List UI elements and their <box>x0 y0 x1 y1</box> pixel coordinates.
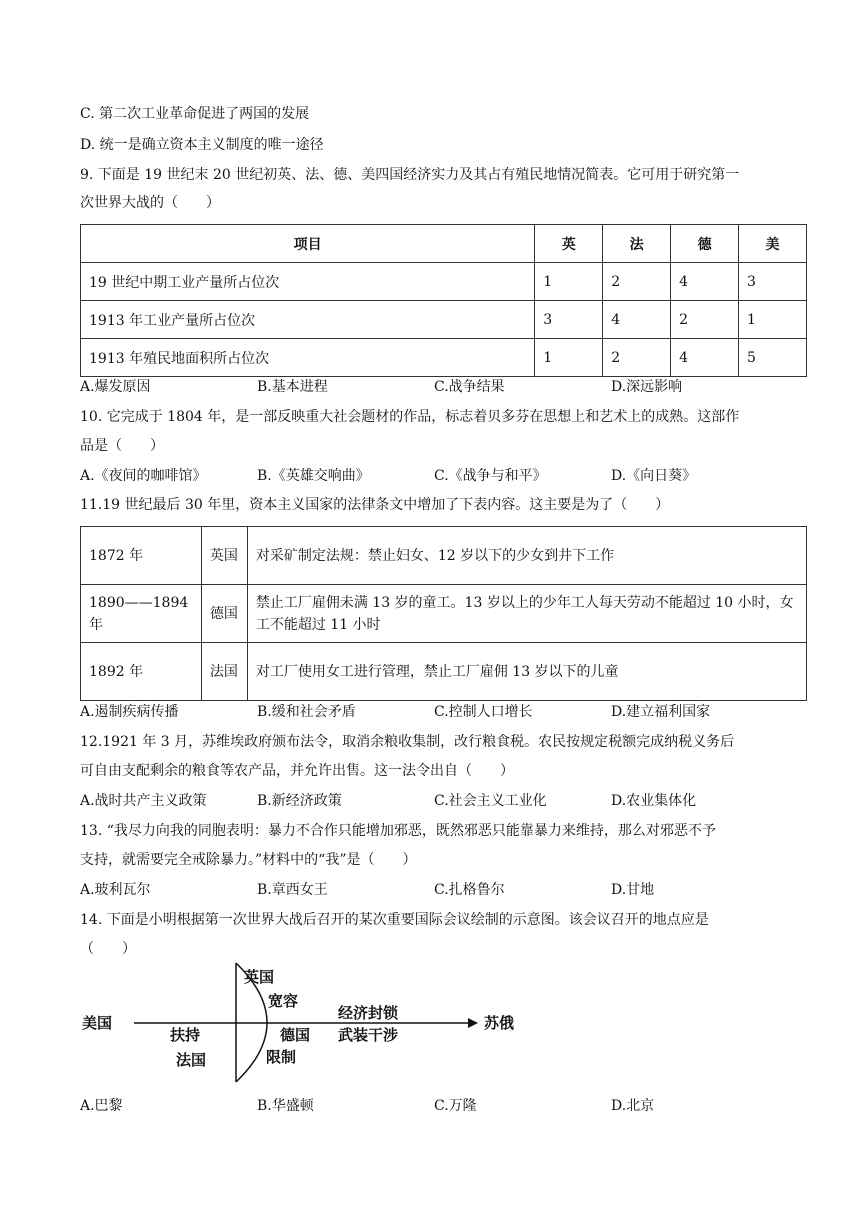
question-11: 11.19 世纪最后 30 年里，资本主义国家的法律条文中增加了下表内容。这主要是为了（ ） <box>80 497 670 513</box>
label-soviet-russia: 苏俄 <box>484 1014 515 1032</box>
question-10-cont: 品是（ ） <box>80 438 164 454</box>
label-usa: 美国 <box>82 1014 113 1032</box>
col-header: 英 <box>535 225 603 263</box>
cell-country: 德国 <box>201 585 247 643</box>
table-row <box>81 301 807 339</box>
cell-year: 1890——1894 年 <box>81 585 202 643</box>
option-a[interactable]: A.战时共产主义政策 <box>80 793 207 809</box>
label-econ-blockade: 经济封锁 <box>338 1004 399 1022</box>
label-france: 法国 <box>176 1051 207 1069</box>
cell-year: 1872 年 <box>81 527 202 585</box>
cell: 1913 年工业产量所占位次 <box>81 301 535 339</box>
question-9: 9. 下面是 19 世纪末 20 世纪初英、法、德、美四国经济实力及其占有殖民地情况简表。它可用于研究第一 <box>80 167 740 183</box>
col-header: 项目 <box>81 225 535 263</box>
option-b[interactable]: B.《英雄交响曲》 <box>257 468 370 484</box>
table-q11 <box>80 526 807 701</box>
cell-content: 禁止工厂雇佣未满 13 岁的童工。13 岁以上的少年工人每天劳动不能超过 10 小时，女工不能超过 11 小时 <box>247 585 806 643</box>
option-b[interactable]: B.华盛顿 <box>257 1098 314 1114</box>
option-d[interactable]: D.北京 <box>611 1098 655 1114</box>
cell: 2 <box>603 339 671 377</box>
question-12: 12.1921 年 3 月，苏维埃政府颁布法令，取消余粮收集制，改行粮食税。农民按规定税额完成纳税义务后 <box>80 734 735 750</box>
option-d[interactable]: D.深远影响 <box>611 379 683 395</box>
cell: 4 <box>603 301 671 339</box>
option-a[interactable]: A.玻利瓦尔 <box>80 882 151 898</box>
cell: 3 <box>739 263 807 301</box>
options-q11 <box>80 703 800 721</box>
option-d[interactable]: D.甘地 <box>611 882 655 898</box>
option-d[interactable]: D.农业集体化 <box>611 793 697 809</box>
col-header: 美 <box>739 225 807 263</box>
text-line: D. 统一是确立资本主义制度的唯一途径 <box>80 137 324 153</box>
label-uk: 英国 <box>244 968 275 986</box>
cell: 19 世纪中期工业产量所占位次 <box>81 263 535 301</box>
label-germany: 德国 <box>280 1026 311 1044</box>
col-header: 德 <box>671 225 739 263</box>
cell-country: 英国 <box>201 527 247 585</box>
option-d[interactable]: D.《向日葵》 <box>611 468 697 484</box>
option-a[interactable]: A.《夜间的咖啡馆》 <box>80 468 207 484</box>
option-c[interactable]: C.控制人口增长 <box>434 704 533 720</box>
question-14-cont: （ ） <box>80 941 136 957</box>
label-restrict: 限制 <box>266 1048 297 1066</box>
label-support: 扶持 <box>170 1026 201 1044</box>
option-c[interactable]: C.扎格鲁尔 <box>434 882 505 898</box>
cell-country: 法国 <box>201 643 247 701</box>
cell: 4 <box>671 339 739 377</box>
options-q10 <box>80 467 800 485</box>
question-13-cont: 支持，就需要完全戒除暴力。”材料中的“我”是（ ） <box>80 852 417 868</box>
table-row <box>81 339 807 377</box>
option-c[interactable]: C.社会主义工业化 <box>434 793 547 809</box>
cell: 1913 年殖民地面积所占位次 <box>81 339 535 377</box>
options-q9 <box>80 378 800 396</box>
cell: 1 <box>535 339 603 377</box>
cell: 1 <box>739 301 807 339</box>
question-13: 13. “我尽力向我的同胞表明：暴力不合作只能增加邪恶，既然邪恶只能靠暴力来维持，那么对邪恶不予 <box>80 823 716 839</box>
options-q13 <box>80 881 800 899</box>
table-row <box>81 643 807 701</box>
table-row <box>81 585 807 643</box>
table-header-row <box>81 225 807 263</box>
option-b[interactable]: B.章西女王 <box>257 882 328 898</box>
question-12-cont: 可自由支配剩余的粮食等农产品，并允许出售。这一法令出自（ ） <box>80 763 514 779</box>
label-armed-intervention: 武装干涉 <box>338 1026 399 1044</box>
table-row <box>81 527 807 585</box>
cell: 5 <box>739 339 807 377</box>
cell: 3 <box>535 301 603 339</box>
cell: 2 <box>603 263 671 301</box>
question-9-cont: 次世界大战的（ ） <box>80 195 220 211</box>
option-d[interactable]: D.建立福利国家 <box>611 704 711 720</box>
col-header: 法 <box>603 225 671 263</box>
arrow-head-icon <box>468 1018 478 1028</box>
options-q12 <box>80 792 800 810</box>
option-b[interactable]: B.新经济政策 <box>257 793 342 809</box>
option-c[interactable]: C.万隆 <box>434 1098 477 1114</box>
cell: 1 <box>535 263 603 301</box>
cell-year: 1892 年 <box>81 643 202 701</box>
table-q9 <box>80 224 807 377</box>
cell: 4 <box>671 263 739 301</box>
cell-content: 对采矿制定法规：禁止妇女、12 岁以下的少女到井下工作 <box>247 527 806 585</box>
table-row <box>81 263 807 301</box>
option-c[interactable]: C.战争结果 <box>434 379 505 395</box>
cell: 2 <box>671 301 739 339</box>
option-a[interactable]: A.爆发原因 <box>80 379 151 395</box>
option-b[interactable]: B.缓和社会矛盾 <box>257 704 356 720</box>
option-b[interactable]: B.基本进程 <box>257 379 328 395</box>
label-tolerance: 宽容 <box>268 992 299 1010</box>
conference-diagram <box>76 958 546 1088</box>
question-14: 14. 下面是小明根据第一次世界大战后召开的某次重要国际会议绘制的示意图。该会议召开的地点应是 <box>80 912 709 928</box>
text-line: C. 第二次工业革命促进了两国的发展 <box>80 106 310 122</box>
option-c[interactable]: C.《战争与和平》 <box>434 468 547 484</box>
cell-content: 对工厂使用女工进行管理，禁止工厂雇佣 13 岁以下的儿童 <box>247 643 806 701</box>
question-10: 10. 它完成于 1804 年，是一部反映重大社会题材的作品，标志着贝多芬在思想上和艺术上的成熟。这部作 <box>80 409 740 425</box>
options-q14 <box>80 1097 800 1115</box>
option-a[interactable]: A.巴黎 <box>80 1098 123 1114</box>
option-a[interactable]: A.遏制疾病传播 <box>80 704 179 720</box>
